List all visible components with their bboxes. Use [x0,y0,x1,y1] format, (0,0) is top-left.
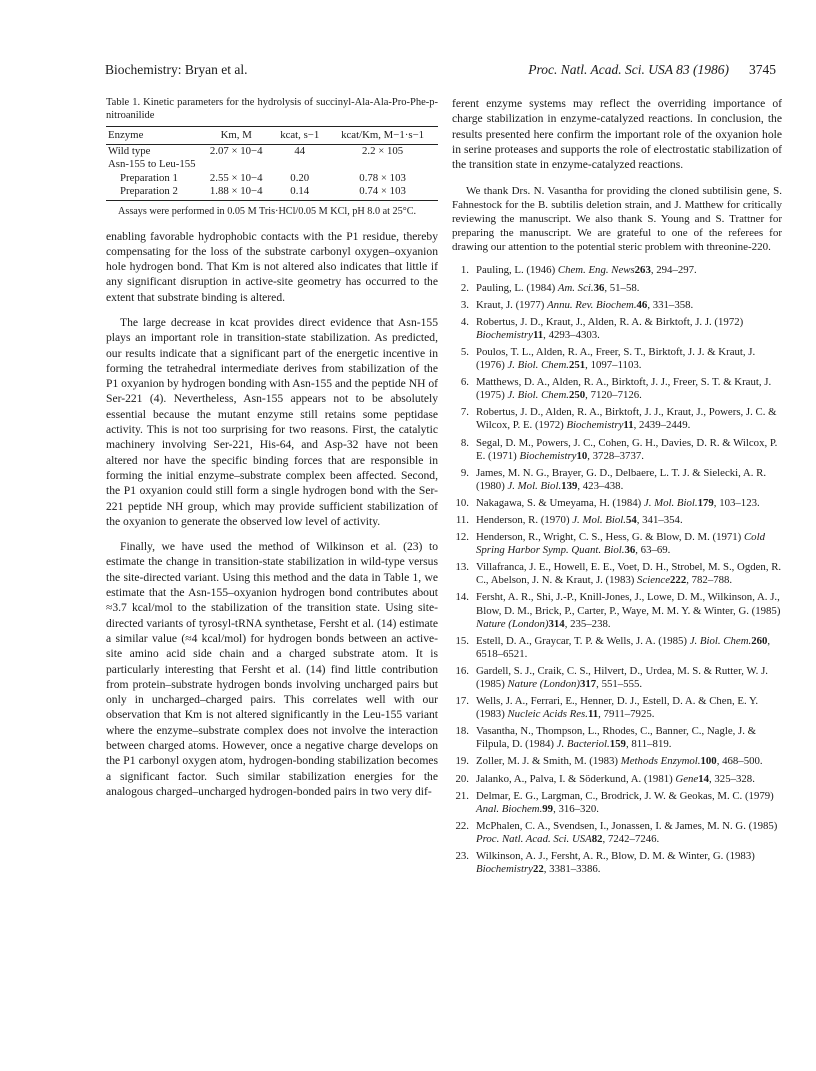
reference-item [452,264,782,277]
reference-volume: 54 [625,513,637,526]
body-paragraph: ferent enzyme systems may reflect the overriding importance of charge stabilization in enzyme-catalyzed reactions. In conclusion, the results presented here confirm the important role of the oxyanion hole in serine proteases and supports the role of electrostatic stabilization of the transition state in enzyme-catalyzed reactions. [452,97,782,172]
reference-number: 18. [455,725,469,738]
reference-volume: 11 [532,328,544,341]
reference-authors: Wells, J. A., Ferrari, E., Henner, D. J., Estell, D. A. & Chen, E. Y. (1983) [476,695,759,721]
reference-number: 4. [460,315,469,328]
page-number: 3745 [749,62,776,77]
reference-authors: Matthews, D. A., Alden, R. A., Birktoft, J. J., Freer, S. T. & Kraut, J. (1975) [476,376,772,402]
reference-journal: J. Mol. Biol. [507,479,562,492]
body-paragraph: enabling favorable hydrophobic contacts with the P1 residue, thereby compensating for the loss of the substrate carbonyl oxygen–oxyanion hole hydrogen bond. That Km is not altered also indicates that little if any significant disruption in active-site geometry has occurred to the extent that substrate binding is altered. [106,229,438,304]
reference-authors: McPhalen, C. A., Svendsen, I., Jonassen, I. & James, M. N. G. (1985) [476,819,778,832]
reference-authors: Henderson, R., Wright, C. S., Hess, G. & Blow, D. M. (1971) [476,531,744,544]
cell-kcat: 0.14 [272,185,327,201]
reference-authors: Robertus, J. D., Kraut, J., Alden, R. A. & Birktoft, J. J. (1972) [476,315,744,328]
body-paragraph: Finally, we have used the method of Wilkinson et al. (23) to estimate the change in transition-state stabilization in wild-type versus the site-directed variant. Using this method and the data in Table 1, we estimate that the Asn-155–oxyanion hydrogen bond contributes about ≈3.7 kcal/mol to the stabilization of the transition state. Using site-directed variants of tyrosyl-tRNA synthetase, Fersht et al. (14) estimate a similar value (≈4 kcal/mol) for hydrogen bonds between an active-site amino acid side chain and a charged substrate atom. It is particularly interesting that Fersht et al. (14) find little contribution from protein–substrate hydrogen bonds involving uncharged pairs but only in uncharged–charged pairs. This correlates well with our observation that Km is not altered significantly in the Leu-155 variant where the enzyme–substrate complex does not involve the interaction between charged atoms. However, once a negative charge develops on the P1 carbonyl oxygen atom, hydrogen-bonding stabilization becomes a significant factor. Such similar stabilization energies for the analogous charged–uncharged hydrogen-bonded pairs in two very dif- [106,540,438,798]
reference-volume: 36 [593,281,605,294]
reference-pages: , 7120–7126. [585,389,642,402]
reference-authors: Fersht, A. R., Shi, J.-P., Knill-Jones, J., Lowe, D. M., Wilkinson, A. J., Blow, D. M., Brick, P., Carter, P., Waye, M. M. Y. & Winter, G. (1985) [476,591,781,617]
reference-authors: Villafranca, J. E., Howell, E. E., Voet, D. H., Strobel, M. S., Ogden, R. C., Abelson, J. N. & Kraut, J. (1983) [476,561,782,587]
body-paragraph: The large decrease in kcat provides direct evidence that Asn-155 plays an important role in transition-state stabilization. As predicted, our results indicate that a significant part of the energetic incentive in forming the tetrahedral intermediate derives from stabilization of the P1 oxyanion by hydrogen bonding with Asn-155 and the peptide NH of Ser-221 (4). Nevertheless, Asn-155 appears not to be absolutely essential because the mutant enzyme still retains some peptidase activity. This is not too surprising for two reasons. First, the catalytic machinery involving Ser-221, His-64, and Asp-32 have not been altered nor have the specific binding forces that are responsible in forming the initial enzyme–substrate complex been affected. Second, the P1 oxyanion could still form a single hydrogen bond with the Ser-221 peptide NH group, which may provide sufficient stabilization of the oxyanion to generate the observed low level of activity. [106,316,438,528]
reference-journal: J. Biol. Chem. [689,634,752,647]
reference-authors: Jalanko, A., Palva, I. & Söderkund, A. (1981) [476,772,676,785]
reference-journal: Am. Sci. [557,281,594,294]
reference-volume: 139 [561,479,578,492]
reference-journal: Biochemistry [476,328,533,341]
reference-item [452,282,782,295]
reference-item [452,665,782,691]
reference-journal: Nature (London) [476,617,549,630]
reference-number: 12. [455,531,469,544]
col-header-km: Km, M [200,127,272,145]
cell-ratio: 0.78 × 103 [359,171,406,184]
reference-item [452,790,782,816]
reference-item [452,695,782,721]
reference-journal: Cold Spring Harbor Symp. Quant. Biol. [476,531,765,557]
reference-pages: , 3728–3737. [587,449,644,462]
reference-pages: , 3381–3386. [543,863,601,876]
reference-number: 23. [455,850,469,863]
reference-pages: , 51–58. [604,281,640,294]
reference-item [452,376,782,402]
reference-pages: , 103–123. [713,496,760,509]
reference-volume: 22 [532,863,544,876]
cell-kcat: 44 [294,145,306,158]
reference-journal: Biochemistry [519,449,577,462]
reference-number: 8. [460,436,469,449]
reference-authors: James, M. N. G., Brayer, G. D., Delbaere, L. T. J. & Sielecki, A. R. (1980) [476,466,767,492]
reference-volume: 314 [548,617,565,630]
reference-item [452,725,782,751]
reference-pages: , 294–297. [650,264,697,277]
reference-item [452,437,782,463]
reference-item [452,467,782,493]
reference-item [452,820,782,846]
reference-authors: Robertus, J. D., Alden, R. A., Birktoft, J. J., Kraut, J., Powers, J. C. & Wilcox, P. E. (1972) [476,406,777,432]
table-footnote: Assays were performed in 0.05 M Tris·HCl/0.05 M KCl, pH 8.0 at 25°C. [118,206,417,218]
cell-km: 2.55 × 10−4 [209,171,263,184]
reference-item [452,755,782,768]
reference-pages: , 4293–4303. [543,328,600,341]
reference-number: 20. [455,772,469,785]
left-column [106,96,438,799]
reference-number: 9. [460,466,469,479]
reference-pages: , 2439–2449. [633,419,691,432]
reference-item [452,561,782,587]
cell-ratio: 0.74 × 103 [327,185,438,201]
right-column [452,96,782,880]
reference-authors: Nakagawa, S. & Umeyama, H. (1984) [476,496,644,509]
reference-volume: 250 [568,389,586,402]
reference-pages: , 331–358. [647,298,694,311]
reference-number: 10. [455,496,469,509]
reference-journal: Biochemistry [566,419,624,432]
acknowledgment: We thank Drs. N. Vasantha for providing the cloned subtilisin gene, S. Fahnestock for the B. subtilis deletion strain, and J. Matthew for critically reviewing the manuscript. We also thank S. Young and S. Trattner for preparing the manuscript. We are grateful to one of the referees for drawing our attention to the potential steric problem with threonine-220. [452,185,782,254]
reference-journal: Chem. Eng. News [557,264,635,277]
running-head-left: Biochemistry: Bryan et al. [105,62,248,77]
table-row [106,172,438,185]
journal-citation: Proc. Natl. Acad. Sci. USA 83 (1986) [528,62,729,77]
reference-journal: J. Bacteriol. [556,738,610,751]
reference-item [452,850,782,876]
cell-km: 1.88 × 10−4 [200,185,272,201]
col-header-kcat-km: kcat/Km, M−1·s−1 [327,127,438,145]
reference-number: 2. [460,281,469,294]
reference-volume: 36 [624,544,636,557]
table-header-row [106,127,438,145]
reference-pages: , 551–555. [596,678,643,691]
reference-item [452,591,782,630]
reference-journal: Anal. Biochem. [476,802,543,815]
reference-item [452,773,782,786]
reference-journal: J. Biol. Chem. [507,389,569,402]
cell-ratio: 2.2 × 105 [362,145,404,158]
reference-item [452,514,782,527]
reference-pages: , 235–238. [564,617,611,630]
reference-pages: , 468–500. [716,755,763,768]
reference-volume: 179 [697,496,714,509]
reference-journal: J. Mol. Biol. [643,496,698,509]
reference-number: 14. [455,591,469,604]
cell-enzyme: Asn-155 to Leu-155 [108,158,196,171]
reference-journal: J. Biol. Chem. [507,359,569,372]
reference-number: 3. [460,298,469,311]
reference-volume: 317 [579,678,597,691]
reference-volume: 46 [636,298,648,311]
reference-journal: Science [637,574,671,587]
reference-item [452,316,782,342]
reference-number: 15. [455,634,469,647]
col-header-kcat: kcat, s−1 [272,127,327,145]
reference-journal: Methods Enzymol. [620,755,701,768]
reference-volume: 251 [568,359,586,372]
reference-volume: 14 [698,772,709,785]
reference-authors: Estell, D. A., Graycar, T. P. & Wells, J. A. (1985) [476,634,690,647]
reference-number: 1. [460,264,469,277]
reference-pages: , 63–69. [635,544,671,557]
reference-number: 22. [455,819,469,832]
reference-number: 7. [460,406,469,419]
reference-list [452,264,782,876]
reference-volume: 10 [576,449,588,462]
reference-journal: J. Mol. Biol. [572,513,626,526]
reference-journal: Proc. Natl. Acad. Sci. USA [476,832,592,845]
reference-journal: Nature (London) [507,678,580,691]
reference-authors: Poulos, T. L., Alden, R. A., Freer, S. T., Birktoft, J. J. & Kraut, J. (1976) [476,345,756,372]
col-header-enzyme: Enzyme [106,127,200,145]
reference-item [452,531,782,557]
reference-authors: Pauling, L. (1946) [476,264,558,277]
reference-volume: 260 [751,634,768,647]
reference-number: 13. [455,561,469,574]
cell-kcat: 0.20 [290,171,310,184]
reference-journal: Gene [675,772,699,785]
reference-item [452,346,782,372]
reference-volume: 82 [591,832,603,845]
reference-pages: , 7242–7246. [602,832,660,845]
reference-pages: , 341–354. [636,513,683,526]
reference-volume: 100 [700,755,717,768]
reference-item [452,299,782,312]
reference-authors: Delmar, E. G., Largman, C., Brodrick, J. W. & Geokas, M. C. (1979) [476,789,774,802]
reference-pages: , 1097–1103. [585,359,642,372]
table-caption: Table 1. Kinetic parameters for the hydrolysis of succinyl-Ala-Ala-Pro-Phe-p-nitroanilide [106,97,438,121]
reference-number: 16. [455,664,469,677]
reference-journal: Annu. Rev. Biochem. [547,298,637,311]
reference-item [452,406,782,432]
reference-pages: , 782–788. [686,574,733,587]
reference-authors: Henderson, R. (1970) [476,513,573,526]
reference-pages: , 316–320. [553,802,599,815]
table-row [106,158,438,171]
cell-km: 2.07 × 10−4 [209,145,263,158]
reference-volume: 222 [670,574,687,587]
reference-pages: , 325–328. [709,772,755,785]
reference-authors: Pauling, L. (1984) [476,281,558,294]
reference-journal: Biochemistry [476,863,533,876]
table-row [106,145,438,159]
reference-volume: 11 [623,419,634,432]
reference-authors: Kraut, J. (1977) [476,298,548,311]
reference-item [452,497,782,510]
reference-pages: , 6518–6521. [476,634,771,660]
reference-pages: , 423–438. [577,479,624,492]
reference-volume: 159 [609,738,626,751]
reference-authors: Segal, D. M., Powers, J. C., Cohen, G. H., Davies, D. R. & Wilcox, P. E. (1971) [476,436,778,462]
reference-pages: , 7911–7925. [598,708,655,721]
cell-enzyme: Preparation 2 [106,185,200,201]
reference-number: 21. [455,789,469,802]
reference-number: 11. [455,513,469,526]
reference-number: 5. [460,345,469,358]
reference-authors: Zoller, M. J. & Smith, M. (1983) [476,755,621,768]
reference-volume: 263 [634,264,651,277]
reference-authors: Gardell, S. J., Craik, C. S., Hilvert, D., Urdea, M. S. & Rutter, W. J. (1985) [476,664,768,691]
reference-authors: Wilkinson, A. J., Fersht, A. R., Blow, D. M. & Winter, G. (1983) [476,850,755,863]
reference-item [452,635,782,661]
reference-volume: 11 [587,708,599,721]
cell-enzyme: Preparation 1 [120,171,178,184]
cell-enzyme: Wild type [108,145,151,158]
reference-pages: , 811–819. [625,738,672,751]
table-row [106,185,438,201]
reference-journal: Nucleic Acids Res. [507,708,588,721]
reference-authors: Vasantha, N., Thompson, L., Rhodes, C., Banner, C., Nagle, J. & Filpula, D. (1984) [476,725,757,751]
reference-number: 19. [455,755,469,768]
reference-number: 6. [460,376,469,389]
reference-number: 17. [455,695,469,708]
reference-volume: 99 [542,802,554,815]
running-head-right [528,62,776,78]
kinetic-parameters-table [106,126,438,201]
